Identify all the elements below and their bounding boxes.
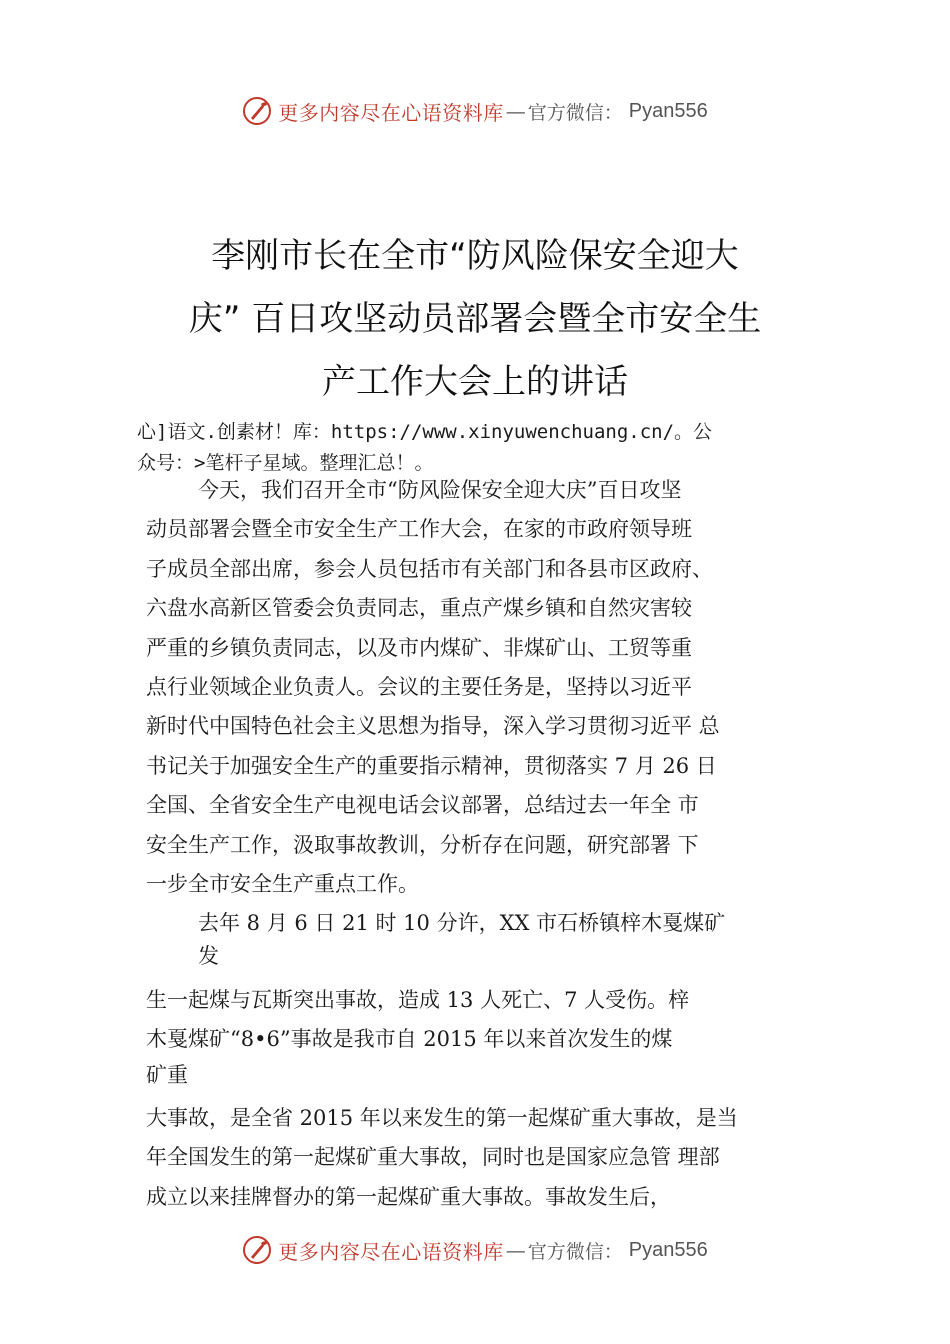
body-line: 新时代中国特色社会主义思想为指导，深入学习贯彻习近平 总 (146, 714, 720, 738)
body-line: 一步全市安全生产重点工作。 (146, 872, 419, 896)
body-line: 书记关于加强安全生产的重要指示精神，贯彻落实 7 月 26 日 (146, 754, 717, 778)
banner-separator: — (505, 1238, 526, 1262)
wechat-id: Pyan556 (628, 99, 708, 122)
banner-separator: — (505, 99, 526, 123)
banner-text: 更多内容尽在心语资料库 (278, 1239, 504, 1264)
title-line: 产工作大会上的讲话 (322, 362, 628, 402)
title-line: 庆” 百日攻坚动员部署会暨全市安全生 (188, 299, 762, 339)
banner-text: 更多内容尽在心语资料库 (278, 100, 504, 125)
document-title (100, 225, 850, 414)
body-line: 全国、全省安全生产电视电话会议部署，总结过去一年全 市 (146, 793, 699, 817)
source-note-line: 众号：>笔杆子星域。整理汇总！。 (137, 452, 434, 474)
body-line: 成立以来挂牌督办的第一起煤矿重大事故。事故发生后， (146, 1185, 671, 1209)
wechat-label: 官方微信： (527, 101, 623, 124)
footer-banner (0, 1235, 950, 1265)
body-line: 严重的乡镇负责同志，以及市内煤矿、非煤矿山、工贸等重 (146, 636, 692, 660)
source-note-line: 心]语文.创素材！库：https://www.xinyuwenchuang.cn/。公 (137, 421, 713, 443)
body-line: 六盘水高新区管委会负责同志，重点产煤乡镇和自然灾害较 (146, 596, 692, 620)
body-line: 点行业领域企业负责人。会议的主要任务是，坚持以习近平 (146, 675, 692, 699)
body-line: 动员部署会暨全市安全生产工作大会，在家的市政府领导班 (146, 517, 692, 541)
quill-logo-icon (242, 96, 272, 126)
body-line: 去年 8 月 6 日 21 时 10 分许，XX 市石桥镇梓木戛煤矿 (198, 911, 726, 935)
body-line: 安全生产工作，汲取事故教训，分析存在问题，研究部署 下 (146, 833, 699, 857)
wechat-id: Pyan556 (628, 1238, 708, 1261)
body-line: 年全国发生的第一起煤矿重大事故，同时也是国家应急管 理部 (146, 1145, 720, 1169)
body-line: 生一起煤与瓦斯突出事故，造成 13 人死亡、7 人受伤。梓 (146, 988, 690, 1012)
header-banner (0, 96, 950, 126)
body-line: 发 (198, 944, 219, 968)
title-line: 李刚市长在全市“防风险保安全迎大 (211, 236, 739, 276)
body-line: 大事故，是全省 2015 年以来发生的第一起煤矿重大事故，是当 (146, 1106, 738, 1130)
wechat-label: 官方微信： (527, 1240, 623, 1263)
body-line: 木戛煤矿“8•6”事故是我市自 2015 年以来首次发生的煤 (146, 1027, 673, 1051)
body-line: 矿重 (146, 1063, 188, 1087)
body-line: 今天，我们召开全市“防风险保安全迎大庆”百日攻坚 (198, 478, 682, 502)
body-line: 子成员全部出席，参会人员包括市有关部门和各县市区政府、 (146, 557, 713, 581)
quill-logo-icon (242, 1235, 272, 1265)
